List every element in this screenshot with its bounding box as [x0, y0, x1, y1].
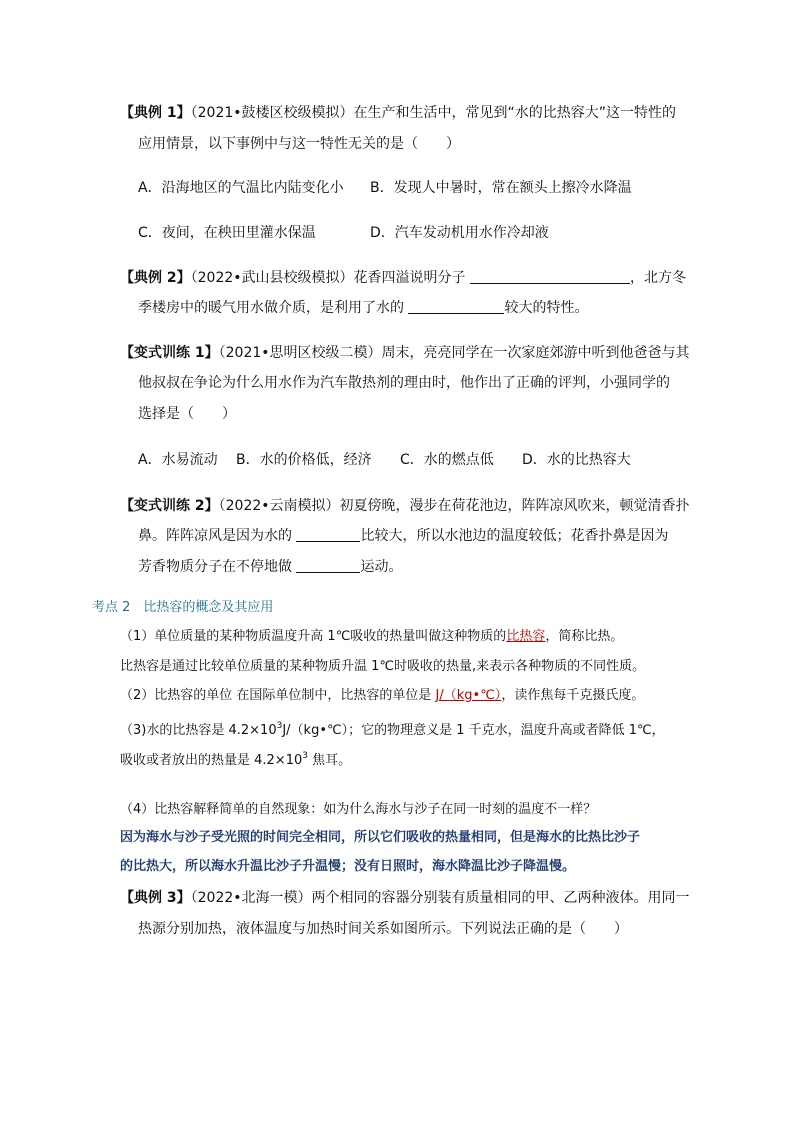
training-1-option-b: B．水的价格低，经济: [236, 452, 372, 468]
training-1-option-c: C．水的燃点低: [400, 452, 494, 468]
training-1-line-1: 【变式训练 1】（2021•思明区校级二模）周末，亮亮同学在一次家庭郊游中听到他爸爸与其: [120, 345, 690, 361]
answer-blank: [296, 527, 360, 542]
example-3-line-2: 热源分别加热，液体温度与加热时间关系如图所示。下列说法正确的是（ ）: [138, 921, 628, 937]
kp2-paragraph-3: （3)水的比热容是 $4.2\times 10^3J/(kg•℃)$；它的物理意义是 1 千克水，温度升高或者降低 1℃，: [120, 721, 665, 738]
kp2-paragraph-4-answer-2: 的比热大，所以海水升温比沙子升温慢；没有日照时，海水降温比沙子降温慢。: [120, 859, 576, 874]
training-2-line-3: 芳香物质分子在不停地做 运动。: [138, 559, 403, 575]
unit-term: J/（kg•℃）: [435, 688, 502, 703]
answer-blank: [470, 269, 630, 284]
kp2-paragraph-4: （4）比热容解释简单的自然现象：如为什么海水与沙子在同一时刻的温度不一样？: [120, 802, 597, 817]
answer-blank: [296, 558, 360, 573]
example-1-option-a: A．沿海地区的气温比内陆变化小: [138, 180, 344, 196]
section-title: 考点 2 比热容的概念及其应用: [92, 600, 274, 615]
key-term: 比热容: [506, 629, 546, 644]
example-1-option-b: B．发现人中暑时，常在额头上擦冷水降温: [370, 180, 632, 196]
example-1-line-2: 应用情景，以下事例中与这一特性无关的是（ ）: [138, 136, 460, 152]
example-2-line-1: 【典例 2】（2022•武山县校级模拟）花香四溢说明分子 ，北方冬: [120, 270, 686, 286]
kp2-paragraph-1-cont: 比热容是通过比较单位质量的某种物质升温 1℃时吸收的热量,来表示各种物质的不同性质。: [120, 659, 646, 674]
answer-blank: [408, 299, 504, 314]
example-tag: 【典例 1】: [120, 105, 191, 121]
example-1-line-1: 【典例 1】（2021•鼓楼区校级模拟）在生产和生活中，常见到“水的比热容大”这一特性的: [120, 105, 677, 121]
example-2-line-2: 季楼房中的暖气用水做介质，是利用了水的 较大的特性。: [138, 300, 589, 316]
training-1-line-2: 他叔叔在争论为什么用水作为汽车散热剂的理由时，他作出了正确的评判，小强同学的: [138, 375, 670, 391]
training-1-line-3: 选择是（ ）: [138, 406, 236, 422]
training-1-option-a: A．水易流动: [138, 452, 218, 468]
training-1-option-d: D．水的比热容大: [522, 452, 631, 468]
kp2-paragraph-3-cont: 吸收或者放出的热量是 $4.2\times 10^3$ 焦耳。: [120, 751, 352, 768]
example-1-option-d: D．汽车发动机用水作冷却液: [370, 225, 549, 241]
kp2-paragraph-4-answer-1: 因为海水与沙子受光照的时间完全相同，所以它们吸收的热量相同，但是海水的比热比沙子: [120, 830, 641, 845]
training-2-line-2: 鼻。阵阵凉风是因为水的 比较大，所以水池边的温度较低；花香扑鼻是因为: [138, 528, 669, 544]
training-2-line-1: 【变式训练 2】（2022•云南模拟）初夏傍晚，漫步在荷花池边，阵阵凉风吹来，顿觉清香扑: [120, 498, 690, 514]
example-1-option-c: C．夜间，在秧田里灌水保温: [138, 225, 316, 241]
kp2-paragraph-2: （2）比热容的单位 在国际单位制中，比热容的单位是 J/（kg•℃），读作焦每千克摄氏度。: [120, 688, 645, 703]
kp2-paragraph-1: （1）单位质量的某种物质温度升高 1℃吸收的热量叫做这种物质的比热容，简称比热。: [120, 629, 624, 644]
example-3-line-1: 【典例 3】（2022•北海一模）两个相同的容器分别装有质量相同的甲、乙两种液体。用同一: [120, 890, 690, 906]
